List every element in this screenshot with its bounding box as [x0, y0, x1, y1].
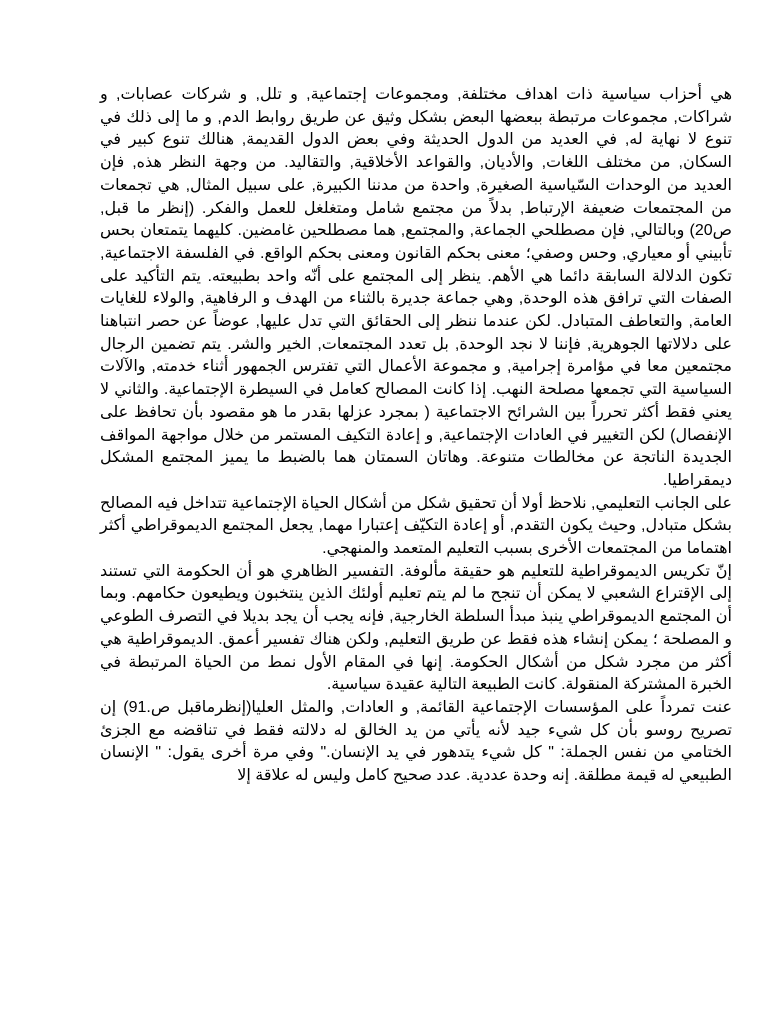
paragraph-2: على الجانب التعليمي, نلاحظ أولا أن تحقيق شكل من أشكال الحياة الإجتماعية تتداخل فيه المصالح بشكل متبادل, وحيث يكون التقدم, أو إعادة التكيّف إعتبارا مهما, يجعل المجتمع الديموقراطي أكثر اهتماما من المجتمعات الأخرى بسبب التعليم المتعمد والمنهجي. — [100, 494, 732, 558]
paragraph-1: هي أحزاب سياسية ذات اهداف مختلفة, ومجموعات إجتماعية, و تلل, و شركات عصابات, و شراكات, مجموعات مرتبطة ببعضها البعض بشكل وثيق عن طريق روابط الدم, و ما إلى ذلك في تنوع لا نهاية له, في العديد من الدول الحديثة وفي بعض الدول القديمة, هنالك تنوع كبير في السكان, من مختلف اللغات, والأديان, والقواعد الأخلاقية, والتقاليد. من وجهة النظر هذه, فإن العديد من الوحدات السّياسية الصغيرة, واحدة من مدننا الكبيرة, على سبيل المثال, هي تجمعات من المجتمعات ضعيفة الإرتباط, بدلاً من مجتمع شامل ومتغلغل للعمل والفكر. (إنظر ما قبل, ص20) وبالتالي, فإن مصطلحي الجماعة, والمجتمع, هما مصطلحين غامضين. كليهما يتمتعان بحس تأبيني أو معياري, وحس وصفي؛ معنى بحكم القانون ومعنى بحكم الواقع. في الفلسفة الاجتماعية, تكون الدلالة السابقة دائما هي الأهم. ينظر إلى المجتمع على أنّه واحد بطبيعته. يتم التأكيد على الصفات التي ترافق هذه الوحدة, وهي جماعة جديرة بالثناء من الهدف و الرفاهية, والولاء للغايات العامة, والتعاطف المتبادل. لكن عندما ننظر إلى الحقائق التي تدل عليها, عوضاً عن حصر انتباهنا على دلالاتها الجوهرية, فإننا لا نجد الوحدة, بل تعدد المجتمعات, الخير والشر. يتم تضمين الرجال مجتمعين معا في مؤامرة إجرامية, و مجموعة الأعمال التي تفترس الجمهور أثناء خدمته, والآلات السياسية التي تجمعها مصلحة النهب. إذا كانت المصالح كعامل في السيطرة الإجتماعية. والثاني لا يعني فقط أكثر تحرراً بين الشرائح الاجتماعية ( بمجرد عزلها بقدر ما هو مقصود بأن تحافظ على الإنفصال) لكن التغيير في العادات الإجتماعية, و إعادة التكيف المستمر من خلال مواجهة المواقف الجديدة الناتجة عن مخالطات متنوعة. وهاتان السمتان هما بالضبط ما يميز المجتمع المشكل ديمقراطيا. — [100, 86, 733, 489]
document-page — [100, 84, 732, 788]
paragraph-4: عنت تمرداً على المؤسسات الإجتماعية القائمة, و العادات, والمثل العليا(إنظرماقبل ص.91) إن تصريح روسو بأن كل شيء جيد لأنه يأتي من يد الخالق له دلالته فقط في تناقضه مع الجزئ الختامي من نفس الجملة: " كل شيء يتدهور في يد الإنسان." وفي مرة أخرى يقول: " الإنسان الطبيعي له قيمة مطلقة. إنه وحدة عددية. عدد صحيح كامل وليس له علاقة إلا — [100, 698, 733, 785]
paragraph-3: إنّ تكريس الديموقراطية للتعليم هو حقيقة مألوفة. التفسير الظاهري هو أن الحكومة التي تستند إلى الإقتراع الشعبي لا يمكن أن تنجح ما لم يتم تعليم أولئك الذين ينتخبون ويطيعون حكامهم. وبما أن المجتمع الديموقراطي ينبذ مبدأ السلطة الخارجية, فإنه يجب أن يجد بديلا في التصرف الطوعي و المصلحة ؛ يمكن إنشاء هذه فقط عن طريق التعليم, ولكن هناك تفسير أعمق. الديموقراطية هي أكثر من مجرد شكل من أشكال الحكومة. إنها في المقام الأول نمط من الحياة المرتبطة في الخبرة المشتركة المنقولة. كانت الطبيعة التالية عقيدة سياسية. — [100, 562, 732, 694]
